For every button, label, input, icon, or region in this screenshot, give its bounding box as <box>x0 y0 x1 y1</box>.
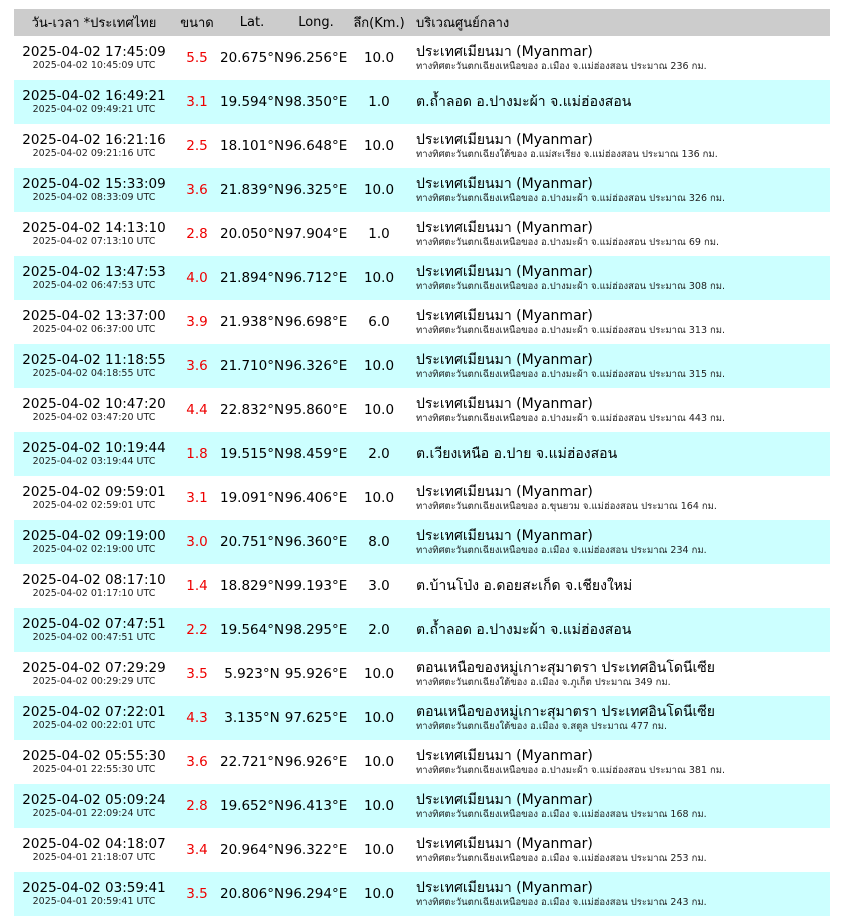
location-name[interactable]: ประเทศเมียนมา (Myanmar) <box>416 747 593 764</box>
cell-depth: 10.0 <box>363 710 395 726</box>
header-datetime: วัน-เวลา *ประเทศไทย <box>31 16 157 31</box>
cell-datetime <box>14 168 174 212</box>
cell-latitude: 19.091°N <box>220 490 284 506</box>
cell-datetime <box>14 388 174 432</box>
utc-time: 2025-04-02 01:17:10 UTC <box>32 588 156 599</box>
cell-latitude: 21.839°N <box>220 182 284 198</box>
local-time: 2025-04-02 16:21:16 <box>22 132 166 148</box>
location-detail: ทางทิศตะวันตกเฉียงเหนือของ อ.เมือง จ.แม่ฮ่องสอน ประมาณ 236 กม. <box>416 60 707 72</box>
cell-magnitude: 1.4 <box>186 578 208 594</box>
cell-location <box>410 124 830 168</box>
table-row[interactable] <box>14 476 830 520</box>
location-detail: ทางทิศตะวันตกเฉียงใต้ของ อ.เมือง จ.สตูล ประมาณ 477 กม. <box>416 720 667 732</box>
cell-longitude: 96.648°E <box>284 138 348 154</box>
location-name[interactable]: ประเทศเมียนมา (Myanmar) <box>416 791 593 808</box>
local-time: 2025-04-02 14:13:10 <box>22 220 166 236</box>
cell-datetime <box>14 520 174 564</box>
location-name[interactable]: ประเทศเมียนมา (Myanmar) <box>416 879 593 896</box>
location-name[interactable]: ประเทศเมียนมา (Myanmar) <box>416 175 593 192</box>
cell-latitude: 19.515°N <box>220 446 284 462</box>
cell-longitude: 95.860°E <box>284 402 348 418</box>
cell-latitude: 21.894°N <box>220 270 284 286</box>
local-time: 2025-04-02 04:18:07 <box>22 836 166 852</box>
cell-datetime <box>14 212 174 256</box>
cell-magnitude: 3.0 <box>186 534 208 550</box>
cell-latitude: 20.675°N <box>220 50 284 66</box>
cell-longitude: 96.360°E <box>284 534 348 550</box>
cell-datetime <box>14 740 174 784</box>
cell-depth: 10.0 <box>363 270 395 286</box>
cell-location <box>410 652 830 696</box>
cell-location <box>410 300 830 344</box>
location-name[interactable]: ตอนเหนือของหมู่เกาะสุมาตรา ประเทศอินโดนีเซีย <box>416 703 716 720</box>
cell-latitude: 22.721°N <box>220 754 284 770</box>
table-row[interactable] <box>14 740 830 784</box>
location-name[interactable]: ประเทศเมียนมา (Myanmar) <box>416 219 593 236</box>
cell-latitude: 22.832°N <box>220 402 284 418</box>
cell-magnitude: 3.9 <box>186 314 208 330</box>
cell-depth: 10.0 <box>363 138 395 154</box>
table-row[interactable] <box>14 432 830 476</box>
table-row[interactable] <box>14 652 830 696</box>
cell-location <box>410 872 830 916</box>
cell-datetime <box>14 652 174 696</box>
table-body <box>14 36 830 916</box>
cell-datetime <box>14 124 174 168</box>
table-row[interactable] <box>14 564 830 608</box>
utc-time: 2025-04-01 20:59:41 UTC <box>32 896 156 907</box>
location-detail: ทางทิศตะวันตกเฉียงเหนือของ อ.ปางมะผ้า จ.แม่ฮ่องสอน ประมาณ 315 กม. <box>416 368 726 380</box>
cell-datetime <box>14 476 174 520</box>
cell-location <box>410 696 830 740</box>
cell-magnitude: 3.5 <box>186 666 208 682</box>
cell-datetime <box>14 300 174 344</box>
cell-latitude: 3.135°N <box>224 710 280 726</box>
header-magnitude: ขนาด <box>180 16 214 31</box>
local-time: 2025-04-02 13:47:53 <box>22 264 166 280</box>
cell-depth: 2.0 <box>368 622 390 638</box>
cell-latitude: 21.710°N <box>220 358 284 374</box>
cell-magnitude: 2.8 <box>186 226 208 242</box>
header-longitude: Long. <box>298 15 334 30</box>
cell-location <box>410 80 830 124</box>
location-detail: ทางทิศตะวันตกเฉียงใต้ของ อ.เมือง จ.ภูเก็ต ประมาณ 349 กม. <box>416 676 671 688</box>
cell-location <box>410 476 830 520</box>
header-latitude: Lat. <box>239 15 265 30</box>
cell-longitude: 98.295°E <box>284 622 348 638</box>
cell-datetime <box>14 696 174 740</box>
cell-longitude: 95.926°E <box>284 666 348 682</box>
cell-depth: 10.0 <box>363 358 395 374</box>
cell-datetime <box>14 432 174 476</box>
table-row[interactable] <box>14 344 830 388</box>
cell-longitude: 98.350°E <box>284 94 348 110</box>
cell-magnitude: 4.0 <box>186 270 208 286</box>
cell-longitude: 96.698°E <box>284 314 348 330</box>
cell-magnitude: 2.8 <box>186 798 208 814</box>
cell-latitude: 21.938°N <box>220 314 284 330</box>
cell-depth: 10.0 <box>363 402 395 418</box>
cell-magnitude: 1.8 <box>186 446 208 462</box>
cell-latitude: 18.101°N <box>220 138 284 154</box>
earthquake-table <box>14 9 830 916</box>
local-time: 2025-04-02 17:45:09 <box>22 44 166 60</box>
cell-location <box>410 828 830 872</box>
table-row[interactable] <box>14 784 830 828</box>
utc-time: 2025-04-02 00:22:01 UTC <box>32 720 156 731</box>
location-detail: ทางทิศตะวันตกเฉียงเหนือของ อ.ปางมะผ้า จ.แม่ฮ่องสอน ประมาณ 69 กม. <box>416 236 719 248</box>
cell-depth: 10.0 <box>363 798 395 814</box>
location-name[interactable]: ประเทศเมียนมา (Myanmar) <box>416 263 593 280</box>
local-time: 2025-04-02 05:55:30 <box>22 748 166 764</box>
local-time: 2025-04-02 09:59:01 <box>22 484 166 500</box>
cell-depth: 8.0 <box>368 534 390 550</box>
cell-latitude: 18.829°N <box>220 578 284 594</box>
local-time: 2025-04-02 15:33:09 <box>22 176 166 192</box>
cell-magnitude: 4.4 <box>186 402 208 418</box>
cell-longitude: 96.413°E <box>284 798 348 814</box>
table-row[interactable] <box>14 872 830 916</box>
cell-depth: 10.0 <box>363 182 395 198</box>
local-time: 2025-04-02 09:19:00 <box>22 528 166 544</box>
cell-latitude: 19.652°N <box>220 798 284 814</box>
cell-magnitude: 2.2 <box>186 622 208 638</box>
location-detail: ทางทิศตะวันตกเฉียงเหนือของ อ.ปางมะผ้า จ.แม่ฮ่องสอน ประมาณ 313 กม. <box>416 324 726 336</box>
table-row[interactable] <box>14 36 830 80</box>
table-row[interactable] <box>14 608 830 652</box>
table-row[interactable] <box>14 520 830 564</box>
location-detail: ทางทิศตะวันตกเฉียงเหนือของ อ.ขุนยวม จ.แม่ฮ่องสอน ประมาณ 164 กม. <box>416 500 717 512</box>
cell-datetime <box>14 344 174 388</box>
cell-location <box>410 564 830 608</box>
utc-time: 2025-04-02 09:49:21 UTC <box>32 104 156 115</box>
cell-location <box>410 520 830 564</box>
cell-depth: 1.0 <box>368 226 390 242</box>
cell-location <box>410 344 830 388</box>
utc-time: 2025-04-01 22:09:24 UTC <box>32 808 156 819</box>
table-header-row <box>14 9 830 36</box>
location-name[interactable]: ต.ถ้ำลอด อ.ปางมะผ้า จ.แม่ฮ่องสอน <box>416 621 632 638</box>
cell-latitude: 19.564°N <box>220 622 284 638</box>
location-detail: ทางทิศตะวันตกเฉียงเหนือของ อ.เมือง จ.แม่ฮ่องสอน ประมาณ 234 กม. <box>416 544 707 556</box>
cell-datetime <box>14 564 174 608</box>
utc-time: 2025-04-02 06:47:53 UTC <box>32 280 156 291</box>
location-name[interactable]: ต.เวียงเหนือ อ.ปาย จ.แม่ฮ่องสอน <box>416 445 618 462</box>
cell-depth: 6.0 <box>368 314 390 330</box>
cell-depth: 1.0 <box>368 94 390 110</box>
local-time: 2025-04-02 07:47:51 <box>22 616 166 632</box>
table-row[interactable] <box>14 300 830 344</box>
cell-latitude: 20.751°N <box>220 534 284 550</box>
utc-time: 2025-04-02 07:13:10 UTC <box>32 236 156 247</box>
cell-magnitude: 3.6 <box>186 182 208 198</box>
table-row[interactable] <box>14 388 830 432</box>
header-location: บริเวณศูนย์กลาง <box>416 16 510 31</box>
location-name[interactable]: ต.บ้านโป่ง อ.ดอยสะเก็ด จ.เชียงใหม่ <box>416 577 633 594</box>
cell-longitude: 96.294°E <box>284 886 348 902</box>
utc-time: 2025-04-02 04:18:55 UTC <box>32 368 156 379</box>
location-name[interactable]: ประเทศเมียนมา (Myanmar) <box>416 43 593 60</box>
cell-datetime <box>14 608 174 652</box>
cell-location <box>410 784 830 828</box>
cell-location <box>410 212 830 256</box>
cell-magnitude: 4.3 <box>186 710 208 726</box>
cell-depth: 10.0 <box>363 666 395 682</box>
location-detail: ทางทิศตะวันตกเฉียงเหนือของ อ.เมือง จ.แม่ฮ่องสอน ประมาณ 253 กม. <box>416 852 707 864</box>
location-name[interactable]: ต.ถ้ำลอด อ.ปางมะผ้า จ.แม่ฮ่องสอน <box>416 93 632 110</box>
location-detail: ทางทิศตะวันตกเฉียงเหนือของ อ.ปางมะผ้า จ.แม่ฮ่องสอน ประมาณ 308 กม. <box>416 280 726 292</box>
table-row[interactable] <box>14 212 830 256</box>
cell-latitude: 20.050°N <box>220 226 284 242</box>
cell-datetime <box>14 80 174 124</box>
location-detail: ทางทิศตะวันตกเฉียงเหนือของ อ.ปางมะผ้า จ.แม่ฮ่องสอน ประมาณ 443 กม. <box>416 412 726 424</box>
utc-time: 2025-04-02 09:21:16 UTC <box>32 148 156 159</box>
cell-magnitude: 2.5 <box>186 138 208 154</box>
local-time: 2025-04-02 05:09:24 <box>22 792 166 808</box>
cell-location <box>410 388 830 432</box>
cell-depth: 2.0 <box>368 446 390 462</box>
cell-longitude: 96.926°E <box>284 754 348 770</box>
location-name[interactable]: ประเทศเมียนมา (Myanmar) <box>416 835 593 852</box>
cell-latitude: 19.594°N <box>220 94 284 110</box>
cell-depth: 10.0 <box>363 490 395 506</box>
cell-magnitude: 3.4 <box>186 842 208 858</box>
cell-longitude: 98.459°E <box>284 446 348 462</box>
cell-datetime <box>14 36 174 80</box>
table-row[interactable] <box>14 168 830 212</box>
cell-datetime <box>14 828 174 872</box>
cell-magnitude: 3.6 <box>186 754 208 770</box>
cell-longitude: 96.406°E <box>284 490 348 506</box>
location-detail: ทางทิศตะวันตกเฉียงเหนือของ อ.เมือง จ.แม่ฮ่องสอน ประมาณ 168 กม. <box>416 808 707 820</box>
cell-magnitude: 3.6 <box>186 358 208 374</box>
location-name[interactable]: ประเทศเมียนมา (Myanmar) <box>416 395 593 412</box>
local-time: 2025-04-02 07:29:29 <box>22 660 166 676</box>
earthquake-table-container <box>14 9 830 916</box>
local-time: 2025-04-02 11:18:55 <box>22 352 166 368</box>
cell-depth: 10.0 <box>363 886 395 902</box>
cell-longitude: 97.904°E <box>284 226 348 242</box>
local-time: 2025-04-02 03:59:41 <box>22 880 166 896</box>
location-name[interactable]: ประเทศเมียนมา (Myanmar) <box>416 307 593 324</box>
cell-magnitude: 3.5 <box>186 886 208 902</box>
cell-location <box>410 432 830 476</box>
location-name[interactable]: ประเทศเมียนมา (Myanmar) <box>416 351 593 368</box>
cell-longitude: 96.712°E <box>284 270 348 286</box>
local-time: 2025-04-02 16:49:21 <box>22 88 166 104</box>
cell-depth: 10.0 <box>363 754 395 770</box>
location-name[interactable]: ประเทศเมียนมา (Myanmar) <box>416 483 593 500</box>
cell-location <box>410 168 830 212</box>
cell-magnitude: 3.1 <box>186 490 208 506</box>
cell-datetime <box>14 872 174 916</box>
utc-time: 2025-04-01 21:18:07 UTC <box>32 852 156 863</box>
location-detail: ทางทิศตะวันตกเฉียงใต้ของ อ.แม่สะเรียง จ.แม่ฮ่องสอน ประมาณ 136 กม. <box>416 148 718 160</box>
cell-magnitude: 3.1 <box>186 94 208 110</box>
cell-depth: 3.0 <box>368 578 390 594</box>
cell-longitude: 99.193°E <box>284 578 348 594</box>
utc-time: 2025-04-02 00:47:51 UTC <box>32 632 156 643</box>
cell-latitude: 20.806°N <box>220 886 284 902</box>
utc-time: 2025-04-02 03:19:44 UTC <box>32 456 156 467</box>
location-detail: ทางทิศตะวันตกเฉียงเหนือของ อ.เมือง จ.แม่ฮ่องสอน ประมาณ 243 กม. <box>416 896 707 908</box>
table-row[interactable] <box>14 80 830 124</box>
local-time: 2025-04-02 13:37:00 <box>22 308 166 324</box>
cell-depth: 10.0 <box>363 50 395 66</box>
cell-datetime <box>14 784 174 828</box>
table-row[interactable] <box>14 256 830 300</box>
cell-longitude: 96.322°E <box>284 842 348 858</box>
cell-datetime <box>14 256 174 300</box>
cell-longitude: 96.325°E <box>284 182 348 198</box>
table-row[interactable] <box>14 828 830 872</box>
location-name[interactable]: ประเทศเมียนมา (Myanmar) <box>416 527 593 544</box>
local-time: 2025-04-02 07:22:01 <box>22 704 166 720</box>
location-detail: ทางทิศตะวันตกเฉียงเหนือของ อ.ปางมะผ้า จ.แม่ฮ่องสอน ประมาณ 381 กม. <box>416 764 726 776</box>
cell-location <box>410 608 830 652</box>
cell-latitude: 20.964°N <box>220 842 284 858</box>
utc-time: 2025-04-02 00:29:29 UTC <box>32 676 156 687</box>
cell-magnitude: 5.5 <box>186 50 208 66</box>
cell-location <box>410 740 830 784</box>
table-row[interactable] <box>14 696 830 740</box>
utc-time: 2025-04-02 02:59:01 UTC <box>32 500 156 511</box>
cell-depth: 10.0 <box>363 842 395 858</box>
cell-location <box>410 36 830 80</box>
cell-latitude: 5.923°N <box>224 666 280 682</box>
location-name[interactable]: ประเทศเมียนมา (Myanmar) <box>416 131 593 148</box>
cell-longitude: 96.326°E <box>284 358 348 374</box>
location-detail: ทางทิศตะวันตกเฉียงเหนือของ อ.ปางมะผ้า จ.แม่ฮ่องสอน ประมาณ 326 กม. <box>416 192 726 204</box>
cell-longitude: 97.625°E <box>284 710 348 726</box>
utc-time: 2025-04-02 06:37:00 UTC <box>32 324 156 335</box>
table-row[interactable] <box>14 124 830 168</box>
local-time: 2025-04-02 08:17:10 <box>22 572 166 588</box>
utc-time: 2025-04-02 03:47:20 UTC <box>32 412 156 423</box>
utc-time: 2025-04-02 02:19:00 UTC <box>32 544 156 555</box>
local-time: 2025-04-02 10:47:20 <box>22 396 166 412</box>
cell-longitude: 96.256°E <box>284 50 348 66</box>
utc-time: 2025-04-02 08:33:09 UTC <box>32 192 156 203</box>
utc-time: 2025-04-02 10:45:09 UTC <box>32 60 156 71</box>
cell-location <box>410 256 830 300</box>
header-depth: ลึก(Km.) <box>353 16 405 31</box>
utc-time: 2025-04-01 22:55:30 UTC <box>32 764 156 775</box>
local-time: 2025-04-02 10:19:44 <box>22 440 166 456</box>
location-name[interactable]: ตอนเหนือของหมู่เกาะสุมาตรา ประเทศอินโดนีเซีย <box>416 659 716 676</box>
